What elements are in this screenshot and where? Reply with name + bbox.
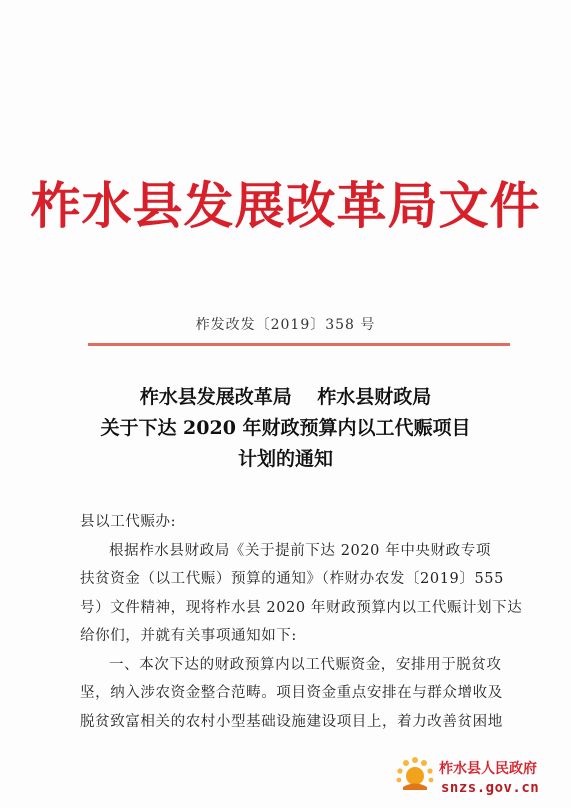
body-line: 一、本次下达的财政预算内以工代赈资金，安排用于脱贫攻: [109, 656, 502, 673]
document-body: [80, 508, 523, 736]
issuer-header: 柞水县发展改革局文件: [30, 177, 541, 235]
document-title: [0, 382, 571, 475]
addressee: 县以工代赈办:: [80, 514, 177, 530]
title-line-1: 柞水县发展改革局 柞水县财政局: [139, 386, 432, 408]
body-line: 根据柞水县财政局《关于提前下达 2020 年中央财政专项: [109, 542, 491, 559]
body-line: 坚，纳入涉农资金整合范畴。项目资金重点安排在与群众增收及: [80, 685, 503, 701]
document-number: 柞发改发〔2019〕358 号: [195, 317, 376, 333]
site-url: snzs.gov.cn: [441, 780, 540, 796]
sun-emblem-icon: [395, 754, 435, 794]
body-line: 给你们，并就有关事项通知如下:: [80, 628, 297, 644]
title-line-3: 计划的通知: [237, 448, 333, 470]
title-line-2: 关于下达 2020 年财政预算内以工代赈项目: [100, 417, 471, 439]
site-watermark: [395, 752, 571, 808]
body-line: 脱贫致富相关的农村小型基础设施建设项目上，着力改善贫困地: [80, 713, 503, 730]
body-line: 扶贫资金（以工代赈）预算的通知》（柞财办农发〔2019〕555: [80, 571, 504, 587]
red-divider-line: [88, 343, 510, 346]
body-line: 号）文件精神，现将柞水县 2020 年财政预算内以工代赈计划下达: [80, 599, 523, 616]
site-name: 柞水县人民政府: [439, 761, 537, 777]
